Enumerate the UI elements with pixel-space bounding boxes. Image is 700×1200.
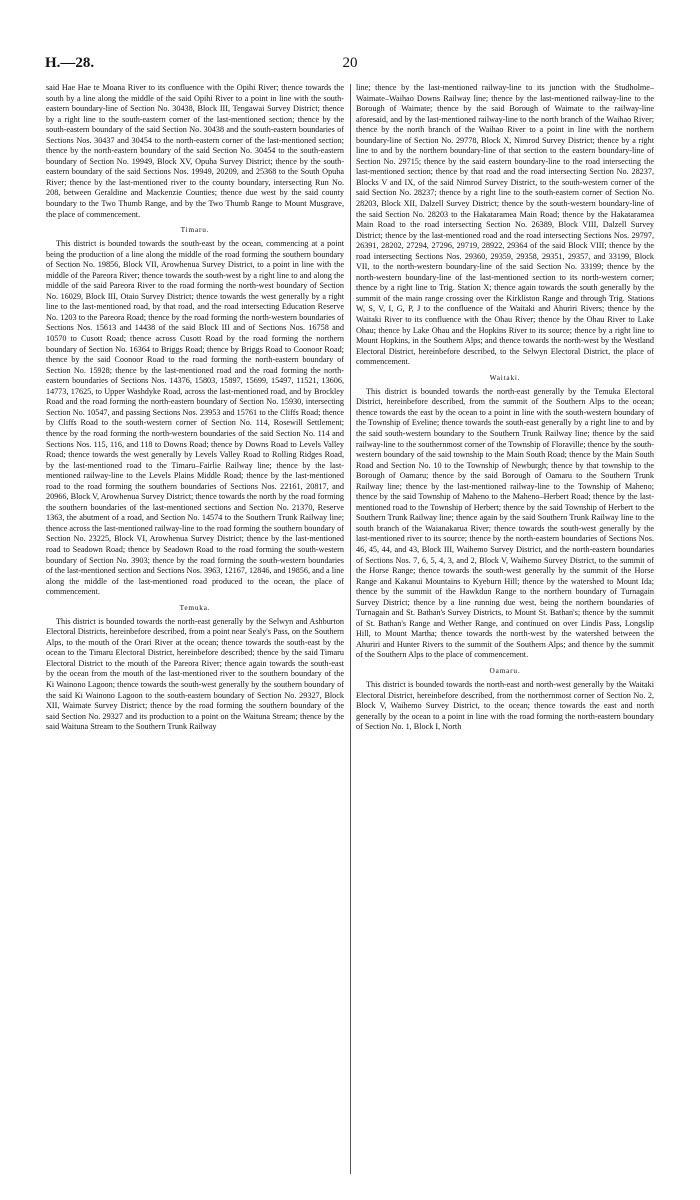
page-header xyxy=(45,55,655,75)
paragraph-waitaki: This district is bounded towards the north-east generally by the Temuka Electoral District, hereinbefore described, from the summit of the Southern Alps to the ocean; thence towards the east by the ocean to a point in line with the south-western boundary of the Township of Eveline; thence towards the south-east generally by a right line to and by the said south-western boundary to the Southern Trunk Railway line; thence by the said railway-line to the southernmost corner of the Township of Floraville; thence by the south-western boundary of the said township to the Main South Road; thence by the Main South Road and Section No. 10 to the Township of Newburgh; thence by that township to the Borough of Oamaru; thence by the said Borough of Oamaru to the Southern Trunk Railway line; thence by the last-mentioned railway-line to the Township of Maheno; thence by the said Township of Maheno to the Maheno–Herbert Road; thence by the last-mentioned road to the Township of Herbert; thence by the said Township of Herbert to the Southern Trunk Railway line; thence again by the said Southern Trunk Railway line to the south branch of the Waianakarua River; thence towards the south-west generally by the last-mentioned river to its source; thence by the north-eastern boundaries of Sections Nos. 46, 45, 44, and 43, Block III, Waihemo Survey District, and the north-eastern boundaries of Sections Nos. 7, 6, 5, 4, 3, and 2, Block V, Waihemo Survey District, to the summit of the Horse Range; thence towards the south-west generally by the summit of the Horse Range and Kakanui Mountains to Kyeburn Hill; thence by the watershed to Mount Ida; thence by the summit of the Hawkdun Range to the northern boundary of Turnagain Survey District; thence by a line running due west, being the northern boundaries of Turnagain and St. Bathan's Survey Districts, to Mount St. Bathan's; thence by the summit of St. Bathan's Range and Wether Range, and continued on over Lindis Pass, Longslip Hill, to Mount Martha; thence towards the north-west by the watershed between the Ahuriri and Hunter Rivers to the summit of the Southern Alps; and thence by the summit of the Southern Alps to the place of commencement. xyxy=(356,386,654,660)
column-divider xyxy=(350,84,351,1174)
section-heading-oamaru: Oamaru. xyxy=(489,665,521,675)
left-column xyxy=(46,83,344,733)
paragraph-temuka: This district is bounded towards the north-east generally by the Selwyn and Ashburton Electoral Districts, hereinbefore described, from a point near Sealy's Pass, on the Southern Alps, to the mouth of the Orari River at the ocean; thence towards the south-east by the ocean to the Timaru Electoral District, hereinbefore described; thence by the said Timaru Electoral District to the mouth of the Pareora River; thence again towards the south-east by the ocean from the mouth of the last-mentioned river to the southern boundary of the Ki Wainono Lagoon; thence towards the south-west generally by the southern boundary of the said Ki Wainono Lagoon to the south-eastern boundary of Section No. 29327, Block XII, Waimate Survey District; thence by the road forming the southern boundary of the said Section No. 29327 and its production to a point on the Waituna Stream; thence by the said Waituna Stream to the Southern Trunk Railway xyxy=(46,616,344,732)
section-heading-waitaki: Waitaki. xyxy=(489,372,521,382)
paragraph-continued-right: line; thence by the last-mentioned railway-line to its junction with the Studholme–Waimate–Waihao Downs Railway line; thence by the last-mentioned railway-line to the Borough of Waimate; thence by the said Borough of Waimate to the railway-line aforesaid, and by the last-mentioned railway-line to the north branch of the Waihao River; thence by the north branch of the Waihao River to a point in line with the northern boundary-line of Section No. 29778, Block X, Nimrod Survey District; thence by a right line to and by the northern boundary-line of that section to the eastern boundary-line of Section No. 29715; thence by the said eastern boundary-line to the road intersecting the last-mentioned section; thence by that road and the road intersecting Section No. 28237, Blocks V and IX, of the said Nimrod Survey District, to the south-western corner of the said Section No. 28237; thence by a right line to the south-eastern corner of Section No. 28203, Block XII, Dalzell Survey District; thence by the south-western boundary-line of the said Section No. 28203 to the Hakataramea Main Road; thence by the Hakataramea Main Road to the road intersecting Section No. 26389, Block VIII, Dalzell Survey District; thence by the last-mentioned road and the road intersecting Sections Nos. 29797, 26391, 28202, 27294, 27296, 29719, 28922, 29364 of the said Block VIII; thence by the road intersecting Sections Nos. 29360, 29359, 29358, 29351, 29357, and 33199, Block VII, to the north-western boundary-line of the said Section No. 33199; thence by the north-western boundary-line of the last-mentioned section to its north-western corner; thence by a right line to Trig. Station X; thence again towards the south generally by the summit of the main range crossing over the Kirkliston Range and through Trig. Stations W, S, V, I, G, P, J to the confluence of the Waitaki and Ahuriri Rivers; thence by the Waitaki River to its confluence with the Ohau River; thence by the Ohau River to Lake Ohau; thence by Lake Ohau and the Hopkins River to its source; thence by a right line to Mount Hopkins, in the Southern Alps; and thence towards the north-west by the Westland Electoral District, hereinbefore described, to the Selwyn Electoral District, the place of commencement. xyxy=(356,83,654,367)
section-heading-timaru: Timaru. xyxy=(180,225,210,235)
paragraph-continued: said Hae Hae te Moana River to its confluence with the Opihi River; thence towards the south by a line along the middle of the said Opihi River to a point in line with the south-eastern boundary-line of Section No. 30438, Block III, Tengawai Survey District; thence by a right line to the south-eastern corner of the last-mentioned section; thence by the south-eastern boundary of the said Section No. 30438 and the south-eastern boundaries of Sections Nos. 30437 and 30454 to the north-eastern corner of the last-mentioned section; thence by the north-eastern boundary of the said Section No. 30454 to the south-eastern boundary of Section No. 19949, Block XV, Opuha Survey District; thence by the south-eastern boundary of the said Sections Nos. 19949, 20209, and 25368 to the South Opuha River; thence by the last-mentioned river to the county boundary, intersecting Run No. 208, between Geraldine and Mackenzie Counties; thence due west by the said county boundary to the Two Thumb Range, and by the Two Thumb Range to Mount Musgrave, the place of commencement. xyxy=(46,83,344,219)
section-heading-temuka: Temuka. xyxy=(179,602,211,612)
paragraph-timaru: This district is bounded towards the south-east by the ocean, commencing at a point being the production of a line along the middle of the road forming the southern boundary of Section No. 19856, Block VII, Arowhenua Survey District, to a point in line with the middle of the Pareora River; thence towards the south-west by a right line to and along the middle of the said Pareora River to the road forming the north-west boundary of Section No. 16029, Block III, Otaio Survey District; thence towards the west generally by a right line to the last-mentioned road, by that road, and the road intersecting Education Reserve No. 1203 to the Pareora Road; thence by the road forming the north-western boundaries of Sections Nos. 15613 and 14438 of the said Block III and of Sections Nos. 16758 and 10570 to Cusott Road; thence across Cusott Road by the road forming the northern boundary of Section No. 16364 to Briggs Road; thence by Briggs Road to Coonoor Road; thence by the said Coonoor Road to the road forming the north-eastern boundary of Section No. 15928; thence by the last-mentioned road and the road forming the north-eastern boundaries of Sections Nos. 14376, 15803, 15897, 15699, 15497, 11521, 13606, 14773, 17625, to Upper Washdyke Road, across the last-mentioned road, and by Brockley Road and the road forming the north-eastern boundary of Section No. 15930, intersecting Section No. 10547, and passing Sections Nos. 23953 and 15761 to the Cliffs Road; thence by Cliffs Road to the south-western corner of Section No. 114, Rosewill Settlement; thence by the road forming the north-western boundaries of the said Section No. 114 and Sections Nos. 115, 116, and 118 to Downs Road; thence by Downs Road to Levels Valley Road; thence towards the west generally by Levels Valley Road to Rolling Ridges Road, by the last-mentioned road to the Timaru–Fairlie Railway line; thence by the last-mentioned railway-line to the Levels Plains Middle Road; thence by the last-mentioned road to the road forming the southern boundaries of Sections Nos. 22161, 20817, and 20966, Block V, Arowhenua Survey District; thence towards the north by the road forming the southern boundaries of the last-mentioned sections and Section No. 21370, Reserve 1363, the abutment of a road, and Section No. 14574 to the Southern Trunk Railway line; thence across the last-mentioned railway-line to the road forming the southern boundary of Section No. 23225, Block VI, Arowhenua Survey District; thence by the last-mentioned road to Seadown Road; thence by Seadown Road to the road forming the south-western boundary of Section No. 3903; thence by the road forming the south-western boundaries of the last-mentioned section and Sections Nos. 3963, 12167, 12846, and 19856, and a line along the middle of the last-mentioned road produced to the ocean, the place of commencement. xyxy=(46,239,344,597)
page-number: 20 xyxy=(342,55,358,71)
paragraph-oamaru: This district is bounded towards the north-east and north-west generally by the Waitaki Electoral District, hereinbefore described, from the northernmost corner of Section No. 2, Block V, Waihemo Survey District, to the ocean; thence towards the east and north generally by the ocean to a point in line with the road forming the north-eastern boundary of Section No. 1, Block I, North xyxy=(356,679,654,732)
document-reference: H.—28. xyxy=(45,55,95,71)
right-column xyxy=(356,83,654,733)
